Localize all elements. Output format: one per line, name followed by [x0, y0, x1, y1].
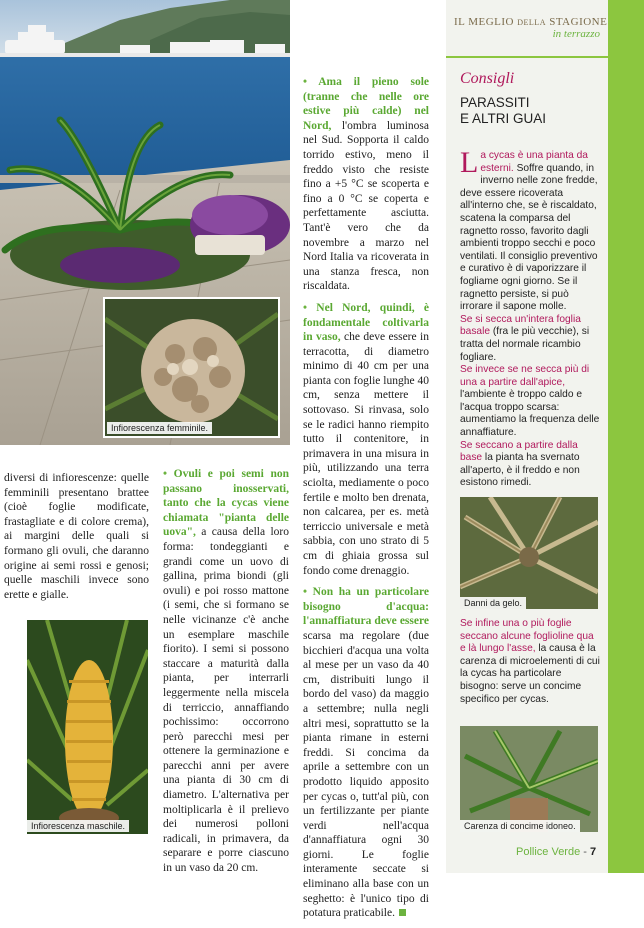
sidebar-p4-lead: Se seccano a partire dalla base — [460, 439, 578, 464]
section-header-line2: in terrazzo — [552, 28, 600, 40]
caption-deficiency: Carenza di concime idoneo. — [460, 820, 580, 832]
caption-female: Infiorescenza femminile. — [107, 422, 212, 434]
col2-bullet-1 — [163, 467, 289, 876]
sidebar-p5 — [460, 618, 600, 706]
male-inflorescence-illustration — [27, 620, 148, 834]
col2-bullet-1-lead: Ovuli e poi semi non passano inosservati, tanto che la cycas viene chiamata "pianta delle uova", — [163, 468, 289, 539]
dropcap: L — [460, 146, 479, 179]
caption-male: Infiorescenza maschile. — [27, 820, 129, 832]
sidebar-p5-body: la causa è la carenza di microelementi di cui la cycas ha particolare bisogno: serve un concime specifico per cycas. — [460, 643, 600, 705]
sidebar-p4 — [460, 440, 600, 490]
sidebar-label: Consigli — [460, 70, 515, 87]
caption-frost: Danni da gelo. — [460, 597, 526, 609]
section-header — [454, 16, 608, 40]
sidebar-p1-body: Soffre quando, in inverno nelle zone fredde, deve essere ricoverata all'interno che, se è riscaldato, scatena la comparsa del ragnetto rosso, favorito dagli ambienti troppo secchi e poco ventilati. Il consiglio preventivo e curativo è di vaporizzare il fogliame ogni giorno. Se il ragnetto persiste, si può irrorare il sapone molle. — [460, 162, 598, 313]
sidebar-p1 — [460, 146, 600, 314]
col3-bullet-1-lead: Ama il pieno sole (tranne che nelle ore estive più calde) nel Nord, — [303, 76, 429, 132]
col1-paragraph: diversi di infiorescenze: quelle femminili presentano brattee (cioè foglie modificate, frastagliate e di colore crema), ai margini delle quali si formano gli ovuli, che daranno origine ai semi rossi e genosi; quelle maschili invece sono erette e gialle. — [4, 472, 149, 601]
col3-bullet-3 — [303, 585, 429, 921]
col2-text — [163, 467, 289, 883]
header-divider — [446, 56, 608, 58]
page-edge-strip — [608, 0, 644, 873]
col3-bullet-2-lead: Nel Nord, quindi, è fondamentale coltivarla in vaso, — [303, 301, 429, 344]
sidebar-p3-lead: Se invece se ne secca più di una a partire dall'apice, — [460, 364, 590, 388]
col3-bullet-2 — [303, 301, 429, 578]
female-inflorescence-photo — [103, 297, 280, 438]
footer-separator: - — [583, 846, 587, 858]
col3-text — [303, 75, 429, 928]
sidebar-p4-body: la pianta ha svernato all'aperto, è il freddo e non esistono rimedi. — [460, 452, 580, 489]
sidebar-p2 — [460, 314, 600, 364]
header-word-2: DELLA — [517, 18, 546, 27]
col3-bullet-3-lead: Non ha un particolare bisogno d'acqua: l'annaffiatura deve essere — [303, 586, 429, 628]
male-inflorescence-photo — [27, 620, 148, 834]
end-mark-icon — [399, 909, 406, 916]
frost-damage-photo — [460, 497, 598, 609]
col3-bullet-1-body: l'ombra luminosa nel Sud. Sopporta il caldo torrido estivo, meno il freddo visto che resiste fino a +5 °C se scoperta e fino a 0 °C se coperta e perfettamente asciutta. Tant'è vero che da novembre a marzo nel Nord Italia va ricoverata in una stanza fresca, non riscaldata. — [303, 119, 429, 293]
page-footer — [516, 846, 596, 858]
footer-magazine: Pollice Verde — [516, 846, 581, 858]
col3-bullet-1 — [303, 75, 429, 294]
footer-page-number: 7 — [590, 846, 597, 858]
sidebar-p3 — [460, 364, 600, 440]
deficiency-illustration — [460, 726, 598, 832]
col3-bullet-2-body: che deve essere in terracotta, di diametro minimo di 40 cm per una pianta con foglie lunghe 40 cm, senza mettere il sottovaso. Si rinvasa, solo se le radici hanno riempito tutto il contenitore, in primavera in una misura in più, utilizzando una terra sciolta, mediamente o poco fertile e molto ben drenata, non calcarea, per es. metà terriccio universale e metà sabbia, con uno strato di 5 cm di ghiaia grossa sul fondo come drenaggio. — [303, 331, 429, 577]
deficiency-photo — [460, 726, 598, 832]
sidebar-title-line1: PARASSITI — [460, 95, 530, 110]
section-header-line1 — [454, 16, 608, 28]
sidebar-p3-body: l'ambiente è troppo caldo e l'acqua troppo scarsa: aumentiamo la frequenza delle annaffiature. — [460, 389, 600, 439]
sidebar-p2-lead: Se si secca un'intera foglia basale — [460, 313, 581, 338]
sidebar-p2-body: (fra le più vecchie), si tratta del normale ricambio fogliare. — [460, 326, 590, 363]
col2-bullet-1-body: a causa della loro forma: tondeggianti e grandi come un uovo di gallina, prima biondi (gli ovuli) e poi rosso mattone (i semi, che si formano se nelle vicinanze c'è anche un esemplare maschile fiorito). I semi si possono staccare a maturità dalla pianta, per interrarli leggermente nella miscela di terriccio, annaffiando pochissimo: occorrono però parecchi mesi per ottenere la germinazione e parecchi anni per avere una pianta di 30 cm di diametro. L'alternativa per moltiplicarla è il prelievo dei numerosi polloni radicali, in primavera, da separare e porre ciascuno in un vaso da 20 cm. — [163, 526, 289, 875]
sidebar-p1-lead: a cycas è una pianta da esterni. — [480, 150, 588, 174]
col3-bullet-3-body: scarsa ma regolare (due bicchieri d'acqua una volta al mese per un vaso da 40 cm, distribuiti lungo il bordo del vaso) da maggio a settembre; nulla negli altri mesi, soprattutto se la pianta rimane in esterni freddi. Si concima da aprile a settembre con un prodotto liquido apposito per cycas o, tutt'al più, con un fertilizzante per piante verdi nell'acqua d'annaffiatura ogni 30 giorni. Le foglie interamente seccate si eliminano alla base con un seghetto: è l'unico tipo di potatura praticabile. — [303, 629, 429, 920]
main-photo — [0, 0, 290, 445]
sidebar-panel — [446, 0, 608, 873]
sidebar-body — [460, 146, 600, 490]
sidebar-title-line2: E ALTRI GUAI — [460, 111, 547, 126]
header-word-1: IL MEGLIO — [454, 16, 514, 28]
col1-text — [4, 471, 149, 609]
header-word-3: STAGIONE — [549, 16, 608, 28]
sidebar-p5-lead: Se infine una o più foglie seccano alcune foglioline qua e là lungo l'asse, — [460, 618, 594, 655]
female-inflorescence-illustration — [105, 299, 278, 436]
sidebar-title — [460, 95, 546, 127]
frost-damage-illustration — [460, 497, 598, 609]
